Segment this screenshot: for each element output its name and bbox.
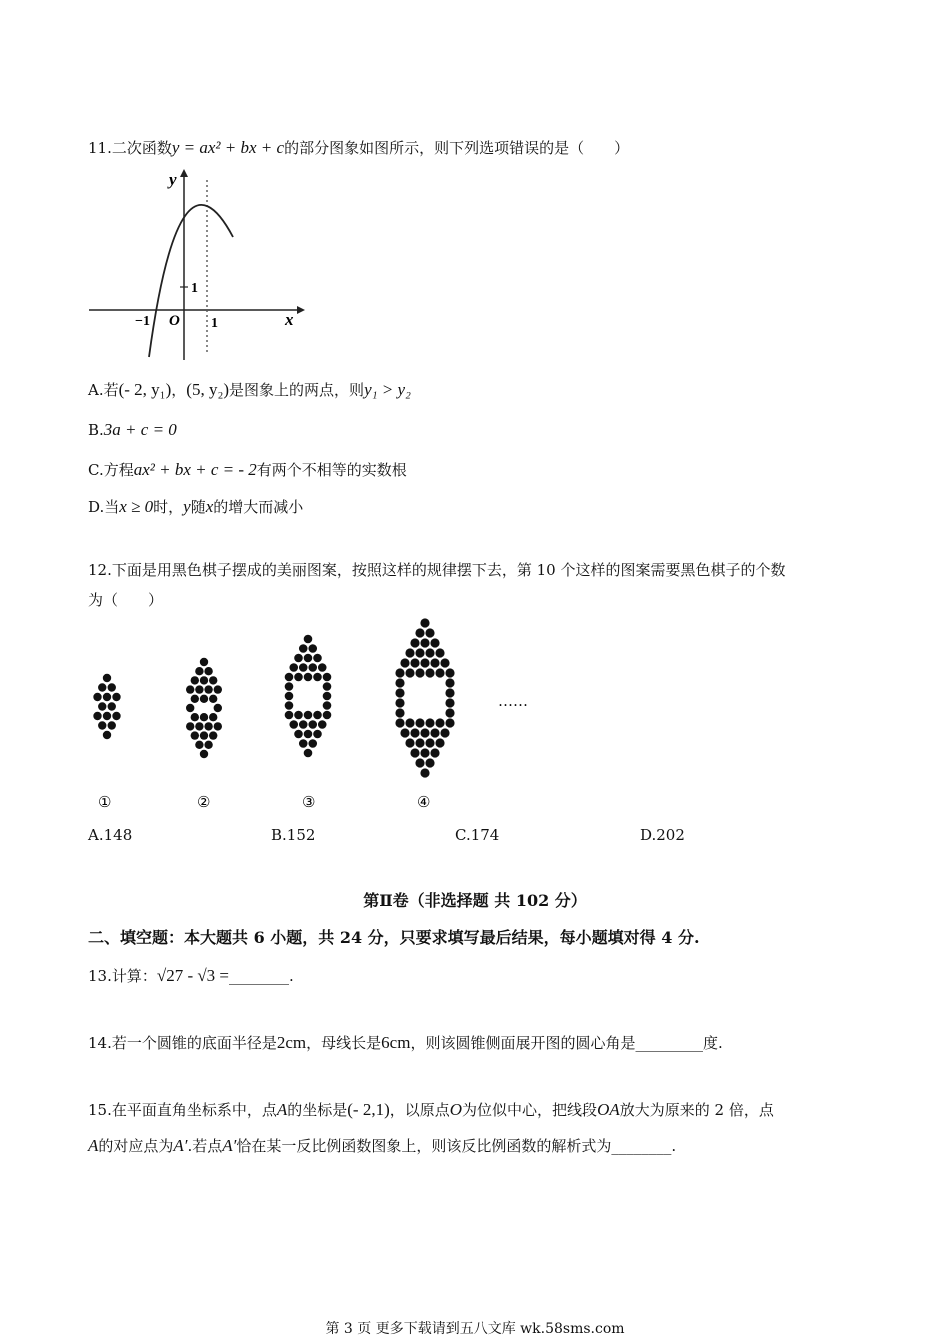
chess-dot: [410, 748, 419, 757]
opt-a-sep: ，: [171, 381, 187, 399]
q12-dot-patterns: [80, 612, 540, 817]
opt-d-prefix: D.当: [88, 498, 120, 516]
chess-dot: [313, 673, 322, 682]
q11-option-a: [88, 380, 411, 400]
chess-dot: [420, 658, 429, 667]
q15-end: .: [671, 1137, 677, 1155]
chess-dot: [430, 748, 439, 757]
chess-dot: [415, 738, 424, 747]
chess-dot: [415, 628, 424, 637]
chess-dot: [308, 720, 317, 729]
q15-point-a2: A: [88, 1136, 99, 1155]
chess-dot: [420, 618, 429, 627]
figure-label-1: ①: [98, 795, 112, 811]
chess-dot: [299, 663, 308, 672]
opt-a-inequality: y₁ > y₂: [364, 380, 411, 399]
chess-dot: [323, 682, 332, 691]
chess-dot: [200, 676, 208, 684]
q12-option-b: B.152: [271, 826, 316, 844]
q15-part1: 15.在平面直角坐标系中，点: [88, 1101, 277, 1119]
chess-dot: [445, 678, 454, 687]
opt-a-mid: 是图象上的两点，则: [229, 381, 365, 399]
opt-d-condition: x ≥ 0: [119, 497, 154, 516]
y-axis-arrow: [180, 169, 188, 177]
y-axis-label: y: [169, 170, 177, 189]
q15-line2: [88, 1136, 676, 1156]
chess-dot: [405, 648, 414, 657]
chess-dot: [289, 720, 298, 729]
chess-dot: [195, 741, 203, 749]
chess-dot: [308, 739, 317, 748]
chess-dot: [415, 668, 424, 677]
opt-d-suffix: 的增大而减小: [213, 498, 304, 516]
part2-section-heading: 二、填空题：本大题共 6 小题，共 24 分，只要求填写最后结果，每小题填对得 4 分.: [88, 928, 700, 947]
chess-dot: [209, 695, 217, 703]
chess-dot: [323, 673, 332, 682]
page-footer: 第 3 页 更多下载请到五八文库 wk.58sms.com: [325, 1321, 625, 1337]
chess-dot: [425, 758, 434, 767]
q11-stem: [88, 138, 629, 158]
chess-dot: [299, 739, 308, 748]
q15-blank: ________: [611, 1137, 672, 1155]
x-axis-label: x: [285, 310, 294, 329]
chess-dot: [299, 644, 308, 653]
q15-origin: O: [449, 1100, 463, 1119]
q11-option-c: [88, 460, 407, 480]
chess-dot: [93, 693, 101, 701]
chess-dot: [294, 673, 303, 682]
q12-option-a: A.148: [88, 826, 133, 844]
chess-dot: [420, 768, 429, 777]
chess-dot: [108, 721, 116, 729]
opt-d-x: x: [205, 497, 214, 516]
chess-dot: [103, 693, 111, 701]
q11-option-d: [88, 497, 303, 517]
chess-dot: [435, 718, 444, 727]
chess-dot: [103, 674, 111, 682]
q12-stem-line1: 12.下面是用黑色棋子摆成的美丽图案，按照这样的规律摆下去，第 10 个这样的图案需要黑色棋子的个数: [88, 561, 786, 579]
q13-end: .: [289, 967, 294, 985]
chess-dot: [304, 711, 313, 720]
chess-dot: [304, 673, 313, 682]
q12-option-c: C.174: [455, 826, 500, 844]
chess-dot: [430, 728, 439, 737]
q12-ellipsis: ……: [498, 692, 528, 710]
chess-dot: [195, 685, 203, 693]
chess-dot: [209, 731, 217, 739]
chess-dot: [103, 731, 111, 739]
chess-dot: [214, 722, 222, 730]
chess-dot: [410, 638, 419, 647]
chess-dot: [323, 692, 332, 701]
q15-coord: (- 2,1): [347, 1100, 390, 1119]
chess-dot: [191, 713, 199, 721]
chess-dot: [103, 712, 111, 720]
chess-dot: [435, 738, 444, 747]
opt-a-prefix: A.若: [88, 381, 119, 399]
q14-part1: 14.若一个圆锥的底面半径是: [88, 1034, 277, 1052]
chess-dot: [209, 676, 217, 684]
q14-radius: 2cm: [276, 1033, 307, 1052]
chess-dot: [395, 678, 404, 687]
opt-b-prefix: B.: [88, 421, 104, 439]
chess-dot: [195, 667, 203, 675]
part2-title: 第Ⅱ卷（非选择题 共 102 分）: [363, 891, 587, 910]
chess-dot: [294, 730, 303, 739]
chess-dot: [323, 701, 332, 710]
q15-segment: OA: [597, 1100, 620, 1119]
chess-dot: [294, 654, 303, 663]
chess-dot: [191, 731, 199, 739]
chess-dot: [209, 713, 217, 721]
chess-dot: [420, 638, 429, 647]
chess-dot: [294, 711, 303, 720]
chess-dot: [204, 741, 212, 749]
q15-part3: ，以原点: [389, 1101, 450, 1119]
chess-dot: [108, 702, 116, 710]
chess-dot: [112, 693, 120, 701]
chess-dot: [204, 722, 212, 730]
q13-expr: √27 - √3 =: [156, 966, 230, 985]
q13-prefix: 13.计算：: [88, 967, 157, 985]
x-neg1-label: −1: [135, 314, 150, 329]
q12-option-d: D.202: [640, 826, 685, 844]
chess-dot: [200, 658, 208, 666]
chess-dot: [304, 654, 313, 663]
figure-label-2: ②: [197, 795, 211, 811]
chess-dot: [405, 738, 414, 747]
chess-dot: [435, 648, 444, 657]
q13: [88, 966, 294, 986]
chess-dot: [285, 701, 294, 710]
q14-slant: 6cm: [381, 1033, 411, 1052]
chess-dot: [200, 713, 208, 721]
chess-dot: [425, 628, 434, 637]
chess-dot: [430, 658, 439, 667]
q14-part3: ，则该圆锥侧面展开图的圆心角是: [410, 1034, 636, 1052]
chess-dot: [313, 654, 322, 663]
chess-dot: [410, 728, 419, 737]
q14: [88, 1033, 723, 1053]
chess-dot: [214, 704, 222, 712]
origin-label: O: [169, 313, 180, 329]
q15-line1: [88, 1100, 774, 1120]
chess-dot: [308, 663, 317, 672]
chess-dot: [214, 685, 222, 693]
q15-part7: .若点: [187, 1137, 223, 1155]
chess-dot: [395, 698, 404, 707]
chess-dot: [435, 668, 444, 677]
opt-b-expr: 3a + c = 0: [103, 420, 177, 439]
chess-dot: [98, 702, 106, 710]
q13-blank: ________: [229, 967, 290, 985]
q11-option-b: [88, 420, 177, 440]
opt-a-point1: (- 2, y₁): [118, 380, 172, 399]
chess-dot: [410, 658, 419, 667]
chess-dot: [308, 644, 317, 653]
chess-dot: [405, 718, 414, 727]
chess-dot: [289, 663, 298, 672]
chess-dot: [186, 704, 194, 712]
q15-part6: 的对应点为: [98, 1137, 174, 1155]
chess-dot: [200, 750, 208, 758]
q11-formula: y = ax² + bx + c: [171, 138, 285, 157]
figure-label-4: ④: [417, 795, 431, 811]
chess-dot: [440, 728, 449, 737]
chess-dot: [200, 731, 208, 739]
chess-dot: [400, 658, 409, 667]
x-axis-arrow: [297, 306, 305, 314]
q11-parabola-graph: [85, 165, 305, 365]
chess-dot: [420, 728, 429, 737]
chess-dot: [440, 658, 449, 667]
chess-dot: [445, 668, 454, 677]
chess-dot: [425, 718, 434, 727]
figure-label-3: ③: [302, 795, 316, 811]
chess-dot: [425, 738, 434, 747]
q15-part2: 的坐标是: [287, 1101, 348, 1119]
chess-dot: [186, 722, 194, 730]
chess-dot: [195, 722, 203, 730]
chess-dot: [395, 668, 404, 677]
chess-dot: [98, 683, 106, 691]
chess-dot: [108, 683, 116, 691]
chess-dot: [318, 663, 327, 672]
x-1-label: 1: [211, 316, 218, 331]
opt-c-prefix: C.方程: [88, 461, 134, 479]
chess-dot: [200, 695, 208, 703]
opt-c-expr: ax² + bx + c = - 2: [133, 460, 257, 479]
q15-point-a-prime2: A′: [222, 1136, 237, 1155]
chess-dot: [395, 708, 404, 717]
chess-dot: [191, 695, 199, 703]
chess-dot: [186, 685, 194, 693]
chess-dot: [285, 673, 294, 682]
opt-d-mid2: 随: [190, 498, 206, 516]
q15-part8: 恰在某一反比例函数图象上，则该反比例函数的解析式为: [236, 1137, 612, 1155]
chess-dot: [318, 720, 327, 729]
chess-dot: [204, 667, 212, 675]
chess-dot: [425, 668, 434, 677]
q14-blank: _________: [635, 1034, 703, 1052]
opt-a-point2: (5, y₂): [186, 380, 230, 399]
chess-dot: [304, 730, 313, 739]
q11-suffix: 的部分图象如图所示，则下列选项错误的是（ ）: [284, 139, 630, 157]
chess-dot: [415, 718, 424, 727]
chess-dot: [445, 708, 454, 717]
chess-dot: [425, 648, 434, 657]
chess-dot: [285, 692, 294, 701]
chess-dot: [445, 688, 454, 697]
chess-dot: [98, 721, 106, 729]
chess-dot: [313, 730, 322, 739]
chess-dot: [420, 748, 429, 757]
chess-dot: [430, 638, 439, 647]
q12-stem-line2: 为（ ）: [88, 591, 164, 609]
chess-dot: [395, 718, 404, 727]
chess-dot: [304, 749, 313, 758]
chess-dot: [445, 698, 454, 707]
q14-end: 度.: [702, 1034, 723, 1052]
q15-part4: 为位似中心，把线段: [462, 1101, 598, 1119]
chess-dot: [299, 720, 308, 729]
chess-dot: [395, 688, 404, 697]
opt-c-suffix: 有两个不相等的实数根: [256, 461, 407, 479]
chess-dot: [313, 711, 322, 720]
chess-dot: [415, 648, 424, 657]
q15-point-a: A: [276, 1100, 288, 1119]
q15-part5: 放大为原来的 2 倍，点: [619, 1101, 774, 1119]
q11-prefix: 11.二次函数: [88, 139, 172, 157]
chess-dot: [112, 712, 120, 720]
chess-dot: [445, 718, 454, 727]
chess-dot: [400, 728, 409, 737]
chess-dot: [285, 711, 294, 720]
chess-dot: [204, 685, 212, 693]
y-1-label: 1: [191, 281, 198, 296]
opt-d-y: y: [183, 497, 191, 516]
chess-dot: [323, 711, 332, 720]
q15-point-a-prime: A′: [173, 1136, 188, 1155]
chess-dot: [93, 712, 101, 720]
q14-part2: ，母线长是: [306, 1034, 382, 1052]
chess-dot: [191, 676, 199, 684]
chess-dot: [285, 682, 294, 691]
chess-dot: [405, 668, 414, 677]
chess-dot: [415, 758, 424, 767]
chess-dot: [304, 635, 313, 644]
opt-d-mid1: 时，: [153, 498, 184, 516]
